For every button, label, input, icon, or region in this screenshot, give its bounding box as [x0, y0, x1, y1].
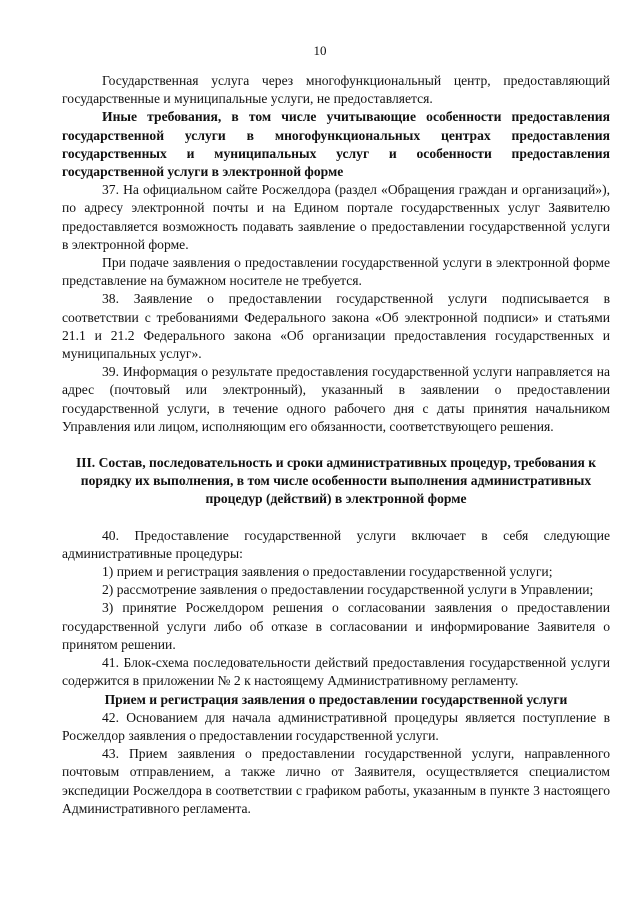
paragraph: 43. Прием заявления о предоставлении государственной услуги, направленного почтовым отправлением, а также лично от Заявителя, осуществляется специалистом экспедиции Росжелдора в соответствии с графиком работы, указанным в пункте 3 настоящего Административного регламента. [62, 746, 610, 816]
paragraph: 37. На официальном сайте Росжелдора (раздел «Обращения граждан и организаций»), по адресу электронной почты и на Едином портале государственных услуг Заявителю предоставляется возможность подавать заявление о предоставлении государственной услуги в электронной форме. [62, 182, 610, 252]
section-heading: III. Состав, последовательность и сроки административных процедур, требования к порядку их выполнения, в том числе особенности выполнения административных процедур (действий) в электронной форме [75, 455, 597, 507]
section-spacer [62, 436, 610, 454]
section-spacer [62, 509, 610, 527]
page-number: 10 [313, 43, 327, 58]
section-heading: Прием и регистрация заявления о предоставлении государственной услуги [104, 691, 568, 707]
document-body [62, 72, 610, 818]
paragraph: Государственная услуга через многофункциональный центр, предоставляющий государственные и муниципальные услуги, не предоставляется. [62, 73, 610, 107]
section-heading: Иные требования, в том числе учитывающие особенности предоставления государственной услуги в многофункциональных центрах предоставления государственных и муниципальных услуг и особенности предоставления государственной услуги в электронной форме [62, 109, 610, 180]
paragraph: 39. Информация о результате предоставления государственной услуги направляется на адрес (почтовый или электронный), указанный в заявлении о предоставлении государственной услуги, в течение одного рабочего дня с даты принятия начальником Управления или лицом, исполняющим его обязанности, соответствующего решения. [62, 364, 610, 434]
paragraph: 1) прием и регистрация заявления о предоставлении государственной услуги; [102, 564, 553, 580]
paragraph: 2) рассмотрение заявления о предоставлении государственной услуги в Управлении; [102, 582, 594, 598]
paragraph: 41. Блок-схема последовательности действий предоставления государственной услуги содержится в приложении № 2 к настоящему Административному регламенту. [62, 655, 610, 689]
paragraph: 40. Предоставление государственной услуги включает в себя следующие административные процедуры: [62, 527, 610, 561]
paragraph: 38. Заявление о предоставлении государственной услуги подписывается в соответствии с требованиями Федерального закона «Об электронной подписи» и статьями 21.1 и 21.2 Федерального закона «Об организации предоставления государственных и муниципальных услуг». [62, 291, 610, 362]
paragraph: При подаче заявления о предоставлении государственной услуги в электронной форме представление на бумажном носителе не требуется. [62, 255, 610, 289]
paragraph: 3) принятие Росжелдором решения о согласовании заявления о предоставлении государственной услуги либо об отказе в согласовании и информирование Заявителя о принятом решении. [62, 600, 610, 652]
paragraph: 42. Основанием для начала административной процедуры является поступление в Росжелдор заявления о предоставлении государственной услуги. [62, 709, 610, 743]
